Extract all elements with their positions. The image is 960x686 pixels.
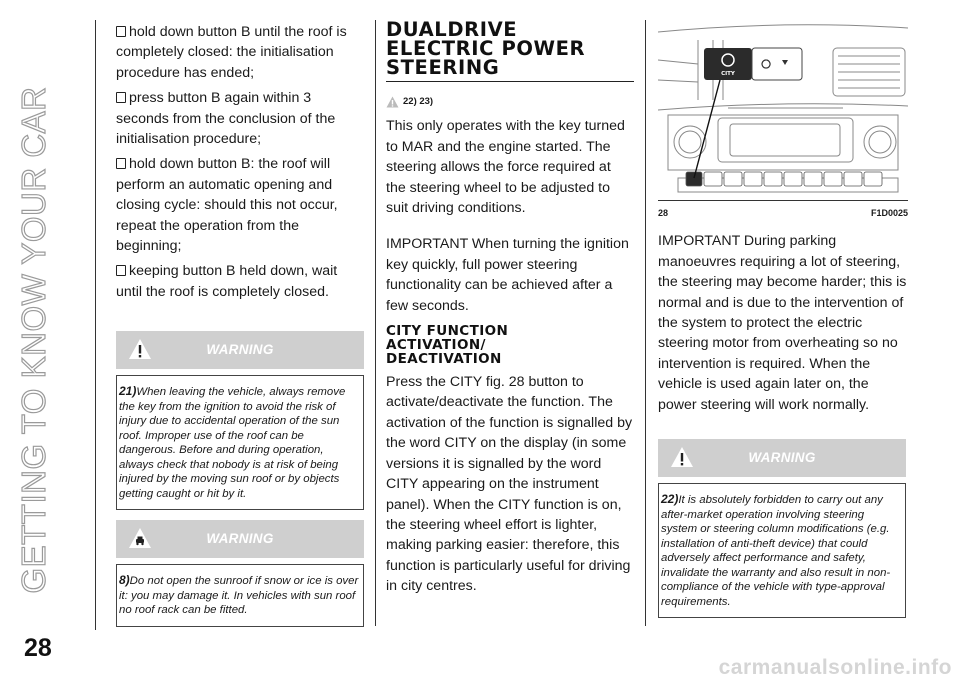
column-3 [658, 20, 908, 618]
subsection-heading: CITY FUNCTION ACTIVATION/ DEACTIVATION [386, 323, 509, 368]
list-item: press button B again within 3 seconds from the conclusion of the initialisation procedure; [116, 90, 336, 148]
heading-underline [386, 81, 634, 82]
figure-number: 28 [658, 208, 669, 218]
paragraph-important: IMPORTANT When turning the ignition key quickly, full power steering functionality can be achieved after a few seconds. [386, 236, 629, 314]
column-divider-left [95, 20, 96, 630]
column-divider-middle [375, 20, 376, 626]
checkbox-bullet-icon [116, 158, 126, 169]
warning-header: WARNING [116, 331, 364, 369]
section-heading: DUALDRIVE ELECTRIC POWER STEERING [386, 18, 586, 79]
warning-triangle-icon [386, 96, 399, 108]
checkbox-bullet-icon [116, 92, 126, 103]
watermark: carmanualsonline.info [718, 656, 952, 679]
warning-header: WARNING [658, 439, 906, 477]
warning-box: 21)When leaving the vehicle, always remove the key from the ignition to avoid the risk of injury due to accidental operation of the sun roof. Improper use of the roof can be dangerous. Before and during operation, always check that nobody is at risk of being injured by the moving sun roof or by objects getting caught or hit by it. [116, 375, 364, 510]
dashboard-illustration [658, 20, 908, 200]
column-2 [386, 20, 634, 597]
page-number: 28 [24, 634, 52, 662]
figure-code: F1D0025 [870, 208, 908, 218]
warning-references: 22) 23) [386, 92, 634, 112]
paragraph: This only operates with the key turned to MAR and the engine started. The steering allows the force required at the steering wheel to be adjusted to suit driving conditions. [386, 118, 625, 217]
column-divider-right [645, 20, 646, 626]
checkbox-bullet-icon [116, 265, 126, 276]
figure-caption [658, 200, 908, 223]
list-item: keeping button B held down, wait until the roof is completely closed. [116, 263, 338, 300]
warning-box: 8)Do not open the sunroof if snow or ice is over it: you may damage it. In vehicles with sun roof no roof rack can be fitted. [116, 564, 364, 627]
paragraph: Press the CITY fig. 28 button to activate/deactivate the function. The activation of the function is signalled by the word CITY on the display (in some versions it is signalled by the word CITY appearing on the instrument panel). When the CITY function is on, the steering wheel effort is lighter, making parking easier: therefore, this function is particularly useful for driving in city centres. [386, 374, 633, 595]
warning-box: 22)It is absolutely forbidden to carry out any after-market operation involving steering system or steering column modifications (e.g. installation of anti-theft device) that could adversely affect performance and safety, invalidate the warranty and also result in non-compliance of the vehicle with type-approval requirements. [658, 483, 906, 618]
warning-triangle-icon [128, 337, 152, 361]
car-warning-triangle-icon [128, 526, 152, 550]
section-side-title: GETTING TO KNOW YOUR CAR [15, 86, 52, 594]
warning-header-vehicle: WARNING [116, 520, 364, 558]
paragraph-important: IMPORTANT During parking manoeuvres requiring a lot of steering, the steering may become harder; this is normal and is due to the intervention of the system to protect the electric steering motor from overheating so no intervention is required. When the vehicle is used again later on, the power steering will work normally. [658, 233, 907, 413]
warning-triangle-icon [670, 445, 694, 469]
city-button-label: CITY [721, 71, 735, 77]
list-item: hold down button B until the roof is completely closed: the initialisation procedure has ended; [116, 24, 347, 81]
dashboard-figure [658, 20, 908, 200]
checkbox-bullet-icon [116, 26, 126, 37]
column-1 [116, 22, 364, 627]
list-item: hold down button B: the roof will perform an automatic opening and closing cycle: should this not occur, repeat the operation from the beginning; [116, 156, 338, 255]
